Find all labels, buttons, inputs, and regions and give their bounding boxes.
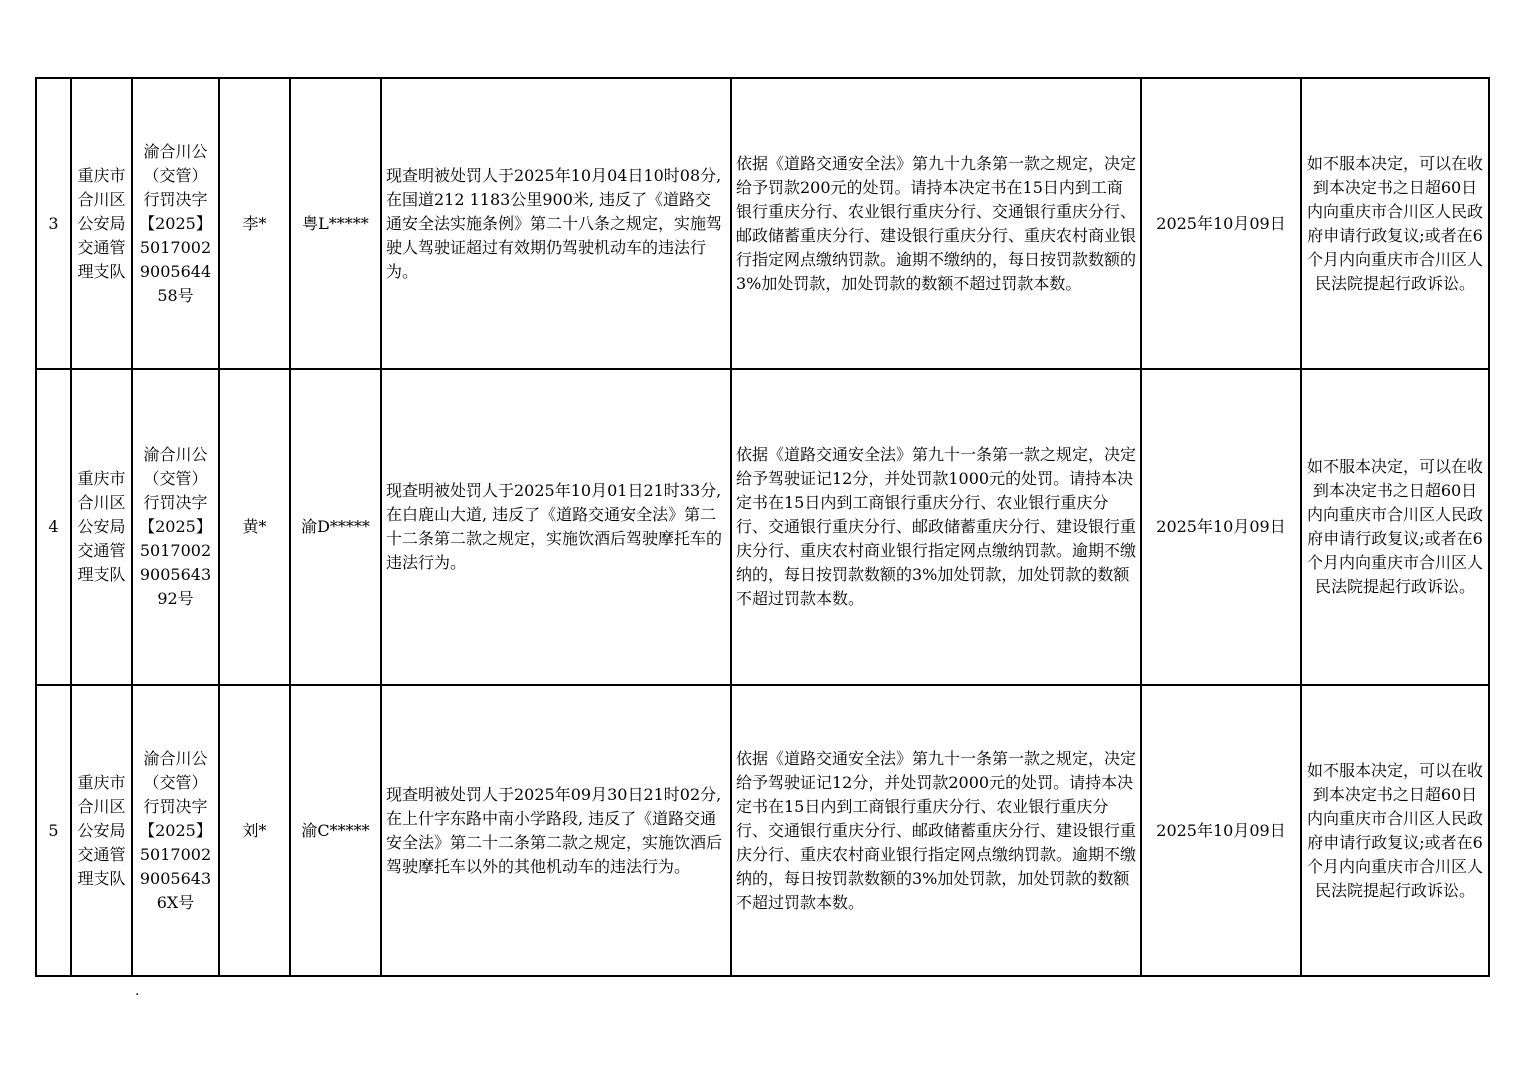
table-row: [36, 369, 1489, 685]
row-index: 4: [36, 369, 71, 685]
row-index: 5: [36, 685, 71, 976]
penalty-basis: 依据《道路交通安全法》第九十一条第一款之规定，决定给予驾驶证记12分，并处罚款1000元的处罚。请持本决定书在15日内到工商银行重庆分行、农业银行重庆分行、交通银行重庆分行、邮政储蓄重庆分行、建设银行重庆分行、重庆农村商业银行指定网点缴纳罚款。逾期不缴纳的，每日按罚款数额的3%加处罚款，加处罚款的数额不超过罚款本数。: [731, 369, 1141, 685]
decision-document-number: 渝合川公（交管）行罚决字【2025】5017002900564458号: [132, 78, 219, 369]
decision-date: 2025年10月09日: [1141, 369, 1301, 685]
license-plate: 渝D*****: [290, 369, 381, 685]
row-index: 3: [36, 78, 71, 369]
legal-remedy: 如不服本决定，可以在收到本决定书之日超60日内向重庆市合川区人民政府申请行政复议;或者在6个月内向重庆市合川区人民法院提起行政诉讼。: [1301, 369, 1489, 685]
offender-name: 李*: [219, 78, 290, 369]
enforcement-organ: 重庆市合川区公安局交通管理支队: [71, 685, 132, 976]
violation-facts: 现查明被处罚人于2025年09月30日21时02分, 在上什字东路中南小学路段, 违反了《道路交通安全法》第二十二条第二款之规定，实施饮酒后驾驶摩托车以外的其他机动车的违法行为。: [381, 685, 731, 976]
table-row: [36, 685, 1489, 976]
table-row: [36, 78, 1489, 369]
enforcement-organ: 重庆市合川区公安局交通管理支队: [71, 78, 132, 369]
decision-document-number: 渝合川公（交管）行罚决字【2025】5017002900564392号: [132, 369, 219, 685]
offender-name: 刘*: [219, 685, 290, 976]
penalty-basis: 依据《道路交通安全法》第九十九条第一款之规定，决定给予罚款200元的处罚。请持本决定书在15日内到工商银行重庆分行、农业银行重庆分行、交通银行重庆分行、邮政储蓄重庆分行、建设银行重庆分行、重庆农村商业银行指定网点缴纳罚款。逾期不缴纳的，每日按罚款数额的3%加处罚款，加处罚款的数额不超过罚款本数。: [731, 78, 1141, 369]
penalty-decision-table: [35, 77, 1490, 977]
violation-facts: 现查明被处罚人于2025年10月04日10时08分, 在国道212 1183公里900米, 违反了《道路交通安全法实施条例》第二十八条之规定，实施驾驶人驾驶证超过有效期仍驾驶机动车的违法行为。: [381, 78, 731, 369]
penalty-basis: 依据《道路交通安全法》第九十一条第一款之规定，决定给予驾驶证记12分，并处罚款2000元的处罚。请持本决定书在15日内到工商银行重庆分行、农业银行重庆分行、交通银行重庆分行、邮政储蓄重庆分行、建设银行重庆分行、重庆农村商业银行指定网点缴纳罚款。逾期不缴纳的，每日按罚款数额的3%加处罚款，加处罚款的数额不超过罚款本数。: [731, 685, 1141, 976]
license-plate: 粤L*****: [290, 78, 381, 369]
enforcement-organ: 重庆市合川区公安局交通管理支队: [71, 369, 132, 685]
legal-remedy: 如不服本决定，可以在收到本决定书之日超60日内向重庆市合川区人民政府申请行政复议;或者在6个月内向重庆市合川区人民法院提起行政诉讼。: [1301, 685, 1489, 976]
decision-date: 2025年10月09日: [1141, 78, 1301, 369]
decision-document-number: 渝合川公（交管）行罚决字【2025】501700290056436X号: [132, 685, 219, 976]
footer-mark: .: [135, 983, 140, 999]
violation-facts: 现查明被处罚人于2025年10月01日21时33分, 在白鹿山大道, 违反了《道路交通安全法》第二十二条第二款之规定，实施饮酒后驾驶摩托车的违法行为。: [381, 369, 731, 685]
legal-remedy: 如不服本决定，可以在收到本决定书之日超60日内向重庆市合川区人民政府申请行政复议;或者在6个月内向重庆市合川区人民法院提起行政诉讼。: [1301, 78, 1489, 369]
decision-date: 2025年10月09日: [1141, 685, 1301, 976]
offender-name: 黄*: [219, 369, 290, 685]
license-plate: 渝C*****: [290, 685, 381, 976]
